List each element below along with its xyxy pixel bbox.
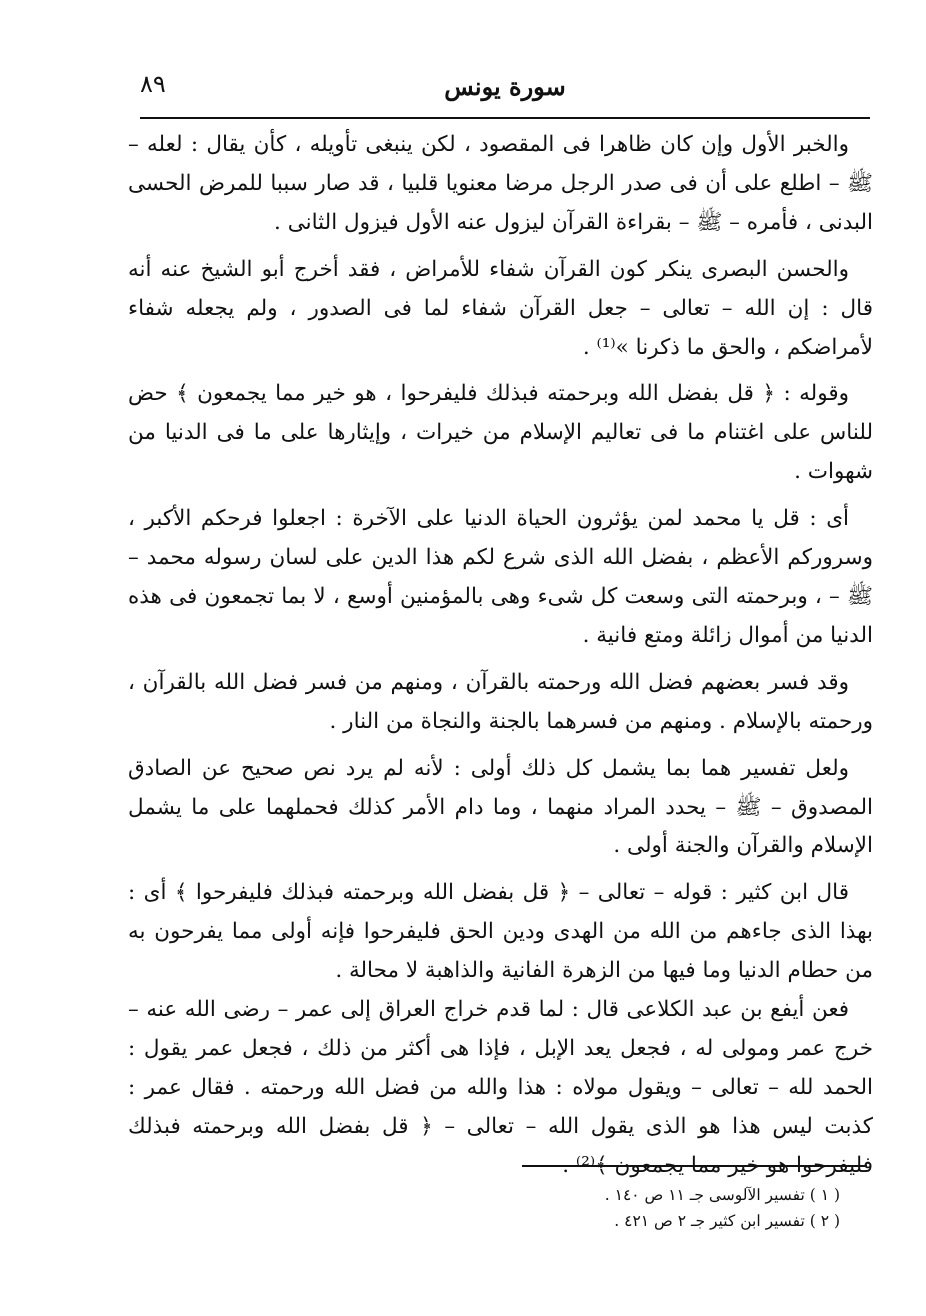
- main-text: [128, 126, 873, 1186]
- paragraph: والخبر الأول وإن كان ظاهرا فى المقصود ، لكن ينبغى تأويله ، كأن يقال : لعله – ﷺ – اطلع على أن فى صدر الرجل مرضا معنويا قلبيا ، قد صار سببا للمرض الحسى البدنى ، فأمره – ﷺ – بقراءة القرآن ليزول عنه الأول فيزول الثانى .: [128, 132, 873, 235]
- page-number: ٨٩: [140, 70, 166, 98]
- footnote-rule: [522, 1165, 867, 1167]
- paragraph-gap: [128, 243, 873, 251]
- footnote: ( ٢ ) تفسير ابن كثير جـ ٢ ص ٤٢١ .: [614, 1212, 840, 1230]
- paragraph-gap: [128, 367, 873, 375]
- paragraph-gap: [128, 866, 873, 874]
- page-header: [140, 64, 870, 110]
- paragraph: والحسن البصرى ينكر كون القرآن شفاء للأمراض ، فقد أخرج أبو الشيخ عنه أنه قال : إن الله – تعالى – جعل القرآن شفاء لما فى الصدور ، ولم يجعله شفاء لأمراضكم ، والحق ما ذكرنا »⁽¹⁾ .: [128, 256, 873, 360]
- header-rule: [140, 117, 870, 119]
- paragraph: ولعل تفسير هما بما يشمل كل ذلك أولى : لأنه لم يرد نص صحيح عن الصادق المصدوق – ﷺ – يحدد المراد منهما ، وما دام الأمر كذلك فحملهما على ما يشمل الإسلام والقرآن والجنة أولى .: [128, 755, 873, 859]
- paragraph-gap: [128, 656, 873, 664]
- paragraph: قال ابن كثير : قوله – تعالى – ﴿ قل بفضل الله وبرحمته فبذلك فليفرحوا ﴾ أى : بهذا الذى جاءهم من الله من الهدى ودين الحق فليفرحوا فإنه أولى مما يفرحون به من حطام الدنيا وما فيها من الزهرة الفانية والذاهبة لا محالة .: [128, 880, 873, 984]
- paragraph: وقوله : ﴿ قل بفضل الله وبرحمته فبذلك فليفرحوا ، هو خير مما يجمعون ﴾ حض للناس على اغتنام ما فى تعاليم الإسلام من خيرات ، وإيثارها على ما فى الدنيا من شهوات .: [128, 381, 873, 485]
- paragraph-gap: [128, 742, 873, 750]
- footnotes: [500, 1182, 840, 1234]
- footnote: ( ١ ) تفسير الآلوسى جـ ١١ ص ١٤٠ .: [604, 1186, 840, 1204]
- running-title: سورة يونس: [444, 72, 566, 101]
- paragraph-gap: [128, 492, 873, 500]
- paragraph: فعن أيفع بن عبد الكلاعى قال : لما قدم خراج العراق إلى عمر – رضى الله عنه – خرج عمر ومولى له ، فجعل يعد الإبل ، فإذا هى أكثر من ذلك ، فجعل عمر يقول : الحمد لله – تعالى – ويقول مولاه : هذا والله من فضل الله ورحمته . فقال عمر : كذبت ليس هذا هو الذى يقول الله – تعالى – ﴿ قل بفضل الله وبرحمته فبذلك فليفرحوا هو خير مما يجمعون ﴾⁽²⁾ .: [128, 997, 873, 1178]
- paragraph: وقد فسر بعضهم فضل الله ورحمته بالقرآن ، ومنهم من فسر فضل الله بالقرآن ، ورحمته بالإسلام . ومنهم من فسرهما بالجنة والنجاة من النار .: [128, 669, 873, 734]
- paragraph: أى : قل يا محمد لمن يؤثرون الحياة الدنيا على الآخرة : اجعلوا فرحكم الأكبر ، وسروركم الأعظم ، بفضل الله الذى شرع لكم هذا الدين على لسان رسوله محمد – ﷺ – ، وبرحمته التى وسعت كل شىء وهى بالمؤمنين أوسع ، لا بما تجمعون فى هذه الدنيا من أموال زائلة ومتع فانية .: [128, 506, 873, 648]
